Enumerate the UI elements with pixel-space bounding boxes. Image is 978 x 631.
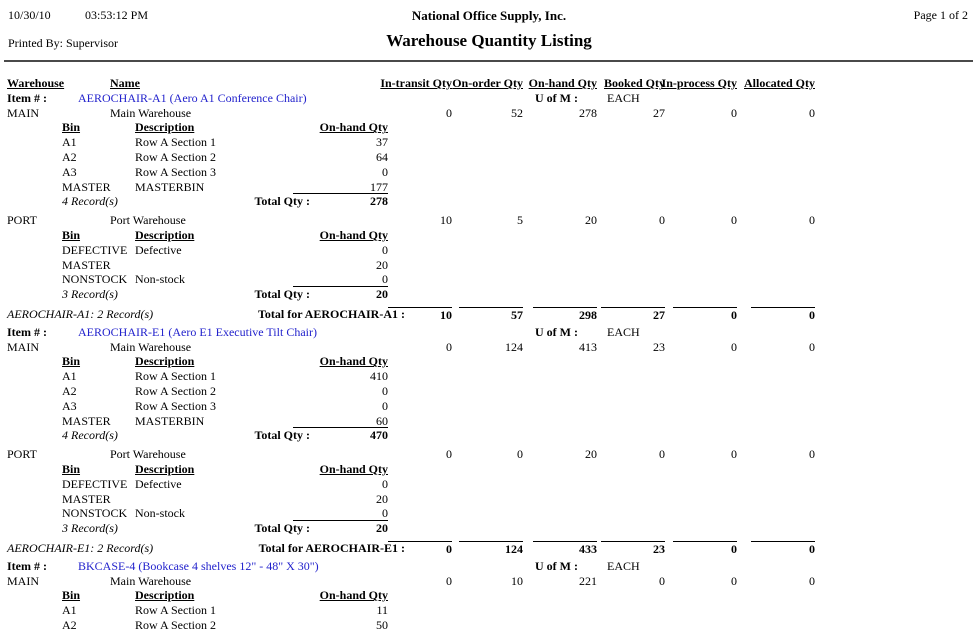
printed-by: Printed By: Supervisor [8, 36, 118, 50]
bin-row [0, 492, 978, 507]
bin-description: Row A Section 2 [135, 149, 217, 164]
item-total-qty: 57 [459, 307, 523, 323]
bin-code: MASTER [62, 491, 111, 506]
bin-description: Defective [135, 476, 182, 491]
bin-description: Row A Section 3 [135, 398, 217, 413]
company-name: National Office Supply, Inc. [411, 8, 567, 23]
bin-onhand-qty: 60 [376, 413, 388, 428]
warehouse-qty: 221 [579, 573, 597, 588]
bin-code: A1 [62, 369, 77, 384]
item-row [0, 91, 978, 106]
uom-value: EACH [607, 324, 640, 339]
desc-col-header: Description [135, 354, 195, 369]
warehouse-code: PORT [7, 213, 37, 228]
table-header-row [0, 76, 978, 91]
report-date: 10/30/10 [8, 8, 51, 22]
bin-row [0, 258, 978, 273]
bin-onhand-qty: 64 [376, 149, 388, 164]
item-total-qty: 0 [388, 541, 452, 557]
warehouse-qty: 52 [511, 105, 523, 120]
bin-onhand-qty: 0 [382, 242, 388, 257]
bin-description: Defective [135, 242, 182, 257]
col-header-on-hand: On-hand Qty [528, 76, 597, 90]
bin-code: A2 [62, 383, 77, 398]
bin-description: Row A Section 2 [135, 617, 217, 631]
warehouse-total-row [0, 287, 978, 302]
item-code-link[interactable]: AEROCHAIR-A1 (Aero A1 Conference Chair) [78, 90, 307, 105]
warehouse-qty: 10 [511, 573, 523, 588]
warehouse-row [0, 213, 978, 228]
item-total-qty: 0 [751, 307, 815, 323]
warehouse-code: MAIN [7, 573, 39, 588]
bin-description: Row A Section 1 [135, 135, 217, 150]
warehouse-qty: 0 [809, 447, 815, 462]
bin-code: A3 [62, 164, 77, 179]
uom-label: U of M : [535, 324, 578, 339]
bin-header-row [0, 462, 978, 477]
onhand-col-header: On-hand Qty [319, 461, 388, 476]
bin-row [0, 180, 978, 195]
item-total-qty: 10 [388, 307, 452, 323]
warehouse-row [0, 574, 978, 589]
warehouse-qty: 0 [731, 573, 737, 588]
uom-value: EACH [607, 558, 640, 573]
bin-onhand-qty: 0 [382, 476, 388, 491]
item-total-label: Total for AEROCHAIR-A1 : [257, 306, 405, 321]
warehouse-qty: 20 [585, 213, 597, 228]
page-indicator: Page 1 of 2 [913, 8, 968, 22]
onhand-col-header: On-hand Qty [319, 227, 388, 242]
bin-row [0, 603, 978, 618]
warehouse-qty: 278 [579, 105, 597, 120]
item-total-qty: 124 [459, 541, 523, 557]
bin-code: A2 [62, 617, 77, 631]
bin-code: A2 [62, 149, 77, 164]
bin-header-row [0, 228, 978, 243]
total-qty-label: Total Qty : [254, 428, 310, 443]
item-row [0, 325, 978, 340]
warehouse-qty: 0 [809, 573, 815, 588]
uom-label: U of M : [535, 558, 578, 573]
record-count: 3 Record(s) [62, 287, 118, 302]
bin-code: NONSTOCK [62, 272, 128, 287]
item-total-qty: 23 [601, 541, 665, 557]
warehouse-qty: 0 [446, 447, 452, 462]
item-code-link[interactable]: AEROCHAIR-E1 (Aero E1 Executive Tilt Chair) [78, 324, 317, 339]
item-total-label: Total for AEROCHAIR-E1 : [258, 540, 405, 555]
header-rule [4, 60, 973, 62]
item-code-link[interactable]: BKCASE-4 (Bookcase 4 shelves 12" - 48" X 30") [78, 558, 319, 573]
bin-onhand-qty: 37 [376, 135, 388, 150]
item-total-qty: 0 [673, 307, 737, 323]
item-total-row [0, 541, 978, 556]
warehouse-code: MAIN [7, 339, 39, 354]
bin-code: DEFECTIVE [62, 242, 128, 257]
col-header-warehouse: Warehouse [7, 76, 65, 90]
warehouse-qty: 0 [659, 573, 665, 588]
bin-code: MASTER [62, 413, 111, 428]
warehouse-qty: 0 [446, 339, 452, 354]
bin-code: NONSTOCK [62, 506, 128, 521]
bin-row [0, 165, 978, 180]
item-record-count: AEROCHAIR-E1: 2 Record(s) [7, 540, 154, 555]
warehouse-name: Main Warehouse [110, 573, 192, 588]
onhand-col-header: On-hand Qty [319, 588, 388, 603]
bin-description: Non-stock [135, 506, 185, 521]
record-count: 4 Record(s) [62, 428, 118, 443]
bin-col-header: Bin [62, 227, 81, 242]
bin-onhand-qty: 11 [376, 603, 388, 618]
bin-description: MASTERBIN [135, 179, 205, 194]
bin-onhand-qty: 20 [376, 257, 388, 272]
warehouse-qty: 0 [446, 573, 452, 588]
bin-code: A3 [62, 398, 77, 413]
record-count: 4 Record(s) [62, 194, 118, 209]
bin-description: Row A Section 1 [135, 369, 217, 384]
col-header-name: Name [110, 76, 140, 90]
report-body [0, 76, 978, 631]
bin-onhand-qty: 50 [376, 617, 388, 631]
bin-onhand-qty: 177 [370, 179, 388, 194]
bin-col-header: Bin [62, 461, 81, 476]
warehouse-qty: 0 [731, 105, 737, 120]
bin-code: A1 [62, 135, 77, 150]
bin-col-header: Bin [62, 354, 81, 369]
col-header-booked: Booked Qty [603, 76, 665, 90]
item-total-qty: 433 [533, 541, 597, 557]
warehouse-name: Main Warehouse [110, 339, 192, 354]
warehouse-qty: 0 [731, 213, 737, 228]
bin-row [0, 150, 978, 165]
warehouse-name: Port Warehouse [110, 447, 186, 462]
desc-col-header: Description [135, 461, 195, 476]
bin-row [0, 399, 978, 414]
bin-onhand-qty: 0 [382, 272, 388, 287]
warehouse-qty: 413 [579, 339, 597, 354]
col-header-allocated: Allocated Qty [744, 76, 815, 90]
item-number-label: Item # : [7, 90, 47, 105]
bin-row [0, 272, 978, 287]
uom-value: EACH [607, 90, 640, 105]
bin-description: Non-stock [135, 272, 185, 287]
total-qty-value: 278 [370, 194, 388, 209]
item-record-count: AEROCHAIR-A1: 2 Record(s) [7, 306, 154, 321]
bin-row [0, 477, 978, 492]
total-qty-value: 20 [376, 287, 388, 302]
warehouse-qty: 0 [809, 339, 815, 354]
bin-code: A1 [62, 603, 77, 618]
total-qty-value: 470 [370, 428, 388, 443]
warehouse-qty: 0 [517, 447, 523, 462]
total-qty-value: 20 [376, 521, 388, 536]
bin-row [0, 243, 978, 258]
warehouse-row [0, 447, 978, 462]
warehouse-qty: 0 [731, 339, 737, 354]
warehouse-code: MAIN [7, 105, 39, 120]
warehouse-qty: 124 [505, 339, 523, 354]
desc-col-header: Description [135, 227, 195, 242]
warehouse-qty: 27 [653, 105, 665, 120]
onhand-col-header: On-hand Qty [319, 120, 388, 135]
bin-row [0, 506, 978, 521]
warehouse-total-row [0, 521, 978, 536]
bin-row [0, 135, 978, 150]
bin-row [0, 369, 978, 384]
desc-col-header: Description [135, 588, 195, 603]
warehouse-row [0, 340, 978, 355]
col-header-in-process: In-process Qty [661, 76, 737, 90]
bin-code: MASTER [62, 257, 111, 272]
warehouse-qty: 23 [653, 339, 665, 354]
total-qty-label: Total Qty : [254, 521, 310, 536]
bin-onhand-qty: 0 [382, 398, 388, 413]
uom-label: U of M : [535, 90, 578, 105]
report-title: Warehouse Quantity Listing [386, 31, 592, 50]
item-number-label: Item # : [7, 558, 47, 573]
bin-header-row [0, 120, 978, 135]
record-count: 3 Record(s) [62, 521, 118, 536]
warehouse-name: Main Warehouse [110, 105, 192, 120]
total-qty-label: Total Qty : [254, 287, 310, 302]
bin-description: Row A Section 2 [135, 383, 217, 398]
item-row [0, 559, 978, 574]
bin-onhand-qty: 20 [376, 491, 388, 506]
warehouse-qty: 0 [659, 447, 665, 462]
report-time: 03:53:12 PM [85, 8, 149, 22]
bin-row [0, 618, 978, 631]
bin-code: MASTER [62, 179, 111, 194]
warehouse-qty: 0 [659, 213, 665, 228]
desc-col-header: Description [135, 120, 195, 135]
warehouse-qty: 0 [809, 213, 815, 228]
bin-onhand-qty: 410 [370, 369, 388, 384]
bin-onhand-qty: 0 [382, 383, 388, 398]
warehouse-qty: 0 [731, 447, 737, 462]
bin-header-row [0, 354, 978, 369]
warehouse-qty: 5 [517, 213, 523, 228]
item-total-qty: 0 [751, 541, 815, 557]
warehouse-total-row [0, 194, 978, 209]
bin-row [0, 384, 978, 399]
bin-description: MASTERBIN [135, 413, 205, 428]
warehouse-total-row [0, 428, 978, 443]
warehouse-name: Port Warehouse [110, 213, 186, 228]
warehouse-qty: 0 [446, 105, 452, 120]
bin-col-header: Bin [62, 588, 81, 603]
col-header-on-order: On-order Qty [452, 76, 523, 90]
onhand-col-header: On-hand Qty [319, 354, 388, 369]
item-total-qty: 0 [673, 541, 737, 557]
warehouse-code: PORT [7, 447, 37, 462]
bin-row [0, 414, 978, 429]
bin-col-header: Bin [62, 120, 81, 135]
bin-code: DEFECTIVE [62, 476, 128, 491]
col-header-in-transit: In-transit Qty [380, 76, 452, 90]
item-total-row [0, 307, 978, 322]
total-qty-label: Total Qty : [254, 194, 310, 209]
bin-onhand-qty: 0 [382, 164, 388, 179]
warehouse-qty: 0 [809, 105, 815, 120]
bin-header-row [0, 588, 978, 603]
warehouse-row [0, 106, 978, 121]
item-total-qty: 27 [601, 307, 665, 323]
warehouse-qty: 10 [440, 213, 452, 228]
bin-onhand-qty: 0 [382, 506, 388, 521]
warehouse-qty: 20 [585, 447, 597, 462]
item-total-qty: 298 [533, 307, 597, 323]
item-number-label: Item # : [7, 324, 47, 339]
bin-description: Row A Section 3 [135, 164, 217, 179]
bin-description: Row A Section 1 [135, 603, 217, 618]
